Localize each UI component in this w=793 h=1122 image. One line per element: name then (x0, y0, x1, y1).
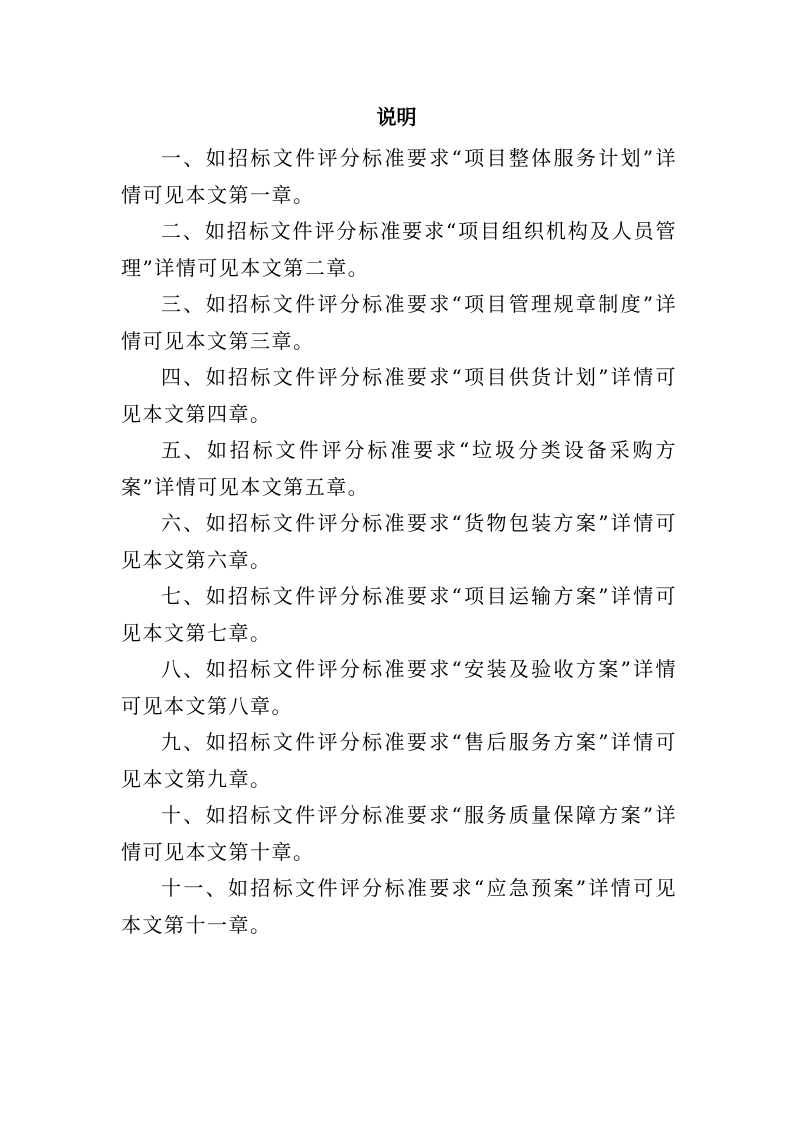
paragraph-6: 六、如招标文件评分标准要求“货物包装方案”详情可见本文第六章。 (121, 511, 677, 572)
paragraph-8: 八、如招标文件评分标准要求“安装及验收方案”详情可见本文第八章。 (121, 657, 677, 718)
page-title: 说明 (376, 105, 417, 129)
paragraph-1: 一、如招标文件评分标准要求“项目整体服务计划”详情可见本文第一章。 (121, 146, 677, 207)
document-body (121, 140, 677, 943)
paragraph-9: 九、如招标文件评分标准要求“售后服务方案”详情可见本文第九章。 (121, 730, 677, 791)
paragraph-4: 四、如招标文件评分标准要求“项目供货计划”详情可见本文第四章。 (121, 365, 677, 426)
paragraph-3: 三、如招标文件评分标准要求“项目管理规章制度”详情可见本文第三章。 (121, 292, 677, 353)
paragraph-10: 十、如招标文件评分标准要求“服务质量保障方案”详情可见本文第十章。 (121, 803, 677, 864)
paragraph-5: 五、如招标文件评分标准要求“垃圾分类设备采购方案”详情可见本文第五章。 (121, 438, 677, 499)
paragraph-11: 十一、如招标文件评分标准要求“应急预案”详情可见本文第十一章。 (121, 876, 677, 937)
paragraph-2: 二、如招标文件评分标准要求“项目组织机构及人员管理”详情可见本文第二章。 (121, 219, 677, 280)
paragraph-7: 七、如招标文件评分标准要求“项目运输方案”详情可见本文第七章。 (121, 584, 677, 645)
